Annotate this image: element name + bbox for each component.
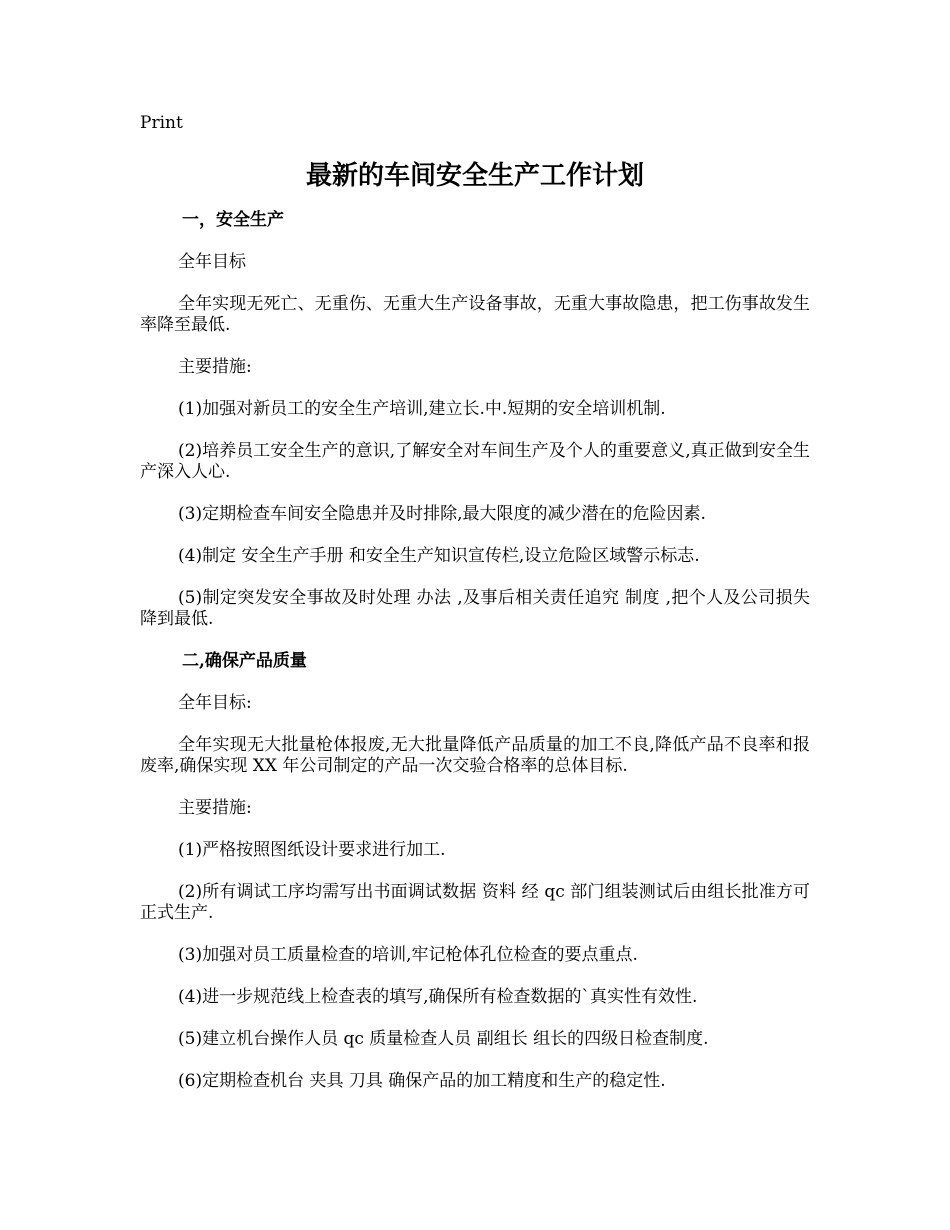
measure-item: (4)进一步规范线上检查表的填写,确保所有检查数据的`真实性有效性. (178, 987, 698, 1007)
goal-label: 全年目标: (178, 693, 252, 713)
measure-item: (5)制定突发安全事故及时处理 办法 ,及事后相关责任追究 制度 ,把个人及公司损失降到最低. (140, 588, 810, 629)
goal-text: 全年实现无死亡、无重伤、无重大生产设备事故，无重大事故隐患，把工伤事故发生率降至最低. (140, 294, 810, 335)
print-label: Print (140, 113, 183, 133)
document-title: 最新的车间安全生产工作计划 (305, 161, 644, 191)
measure-item: (2)所有调试工序均需写出书面调试数据 资料 经 qc 部门组装测试后由组长批准方可正式生产. (140, 882, 810, 923)
measure-item: (3)加强对员工质量检查的培训,牢记枪体孔位检查的要点重点. (178, 945, 638, 965)
measure-item: (1)严格按照图纸设计要求进行加工. (178, 840, 446, 860)
measure-item: (1)加强对新员工的安全生产培训,建立长.中.短期的安全培训机制. (178, 399, 666, 419)
goal-text: 全年实现无大批量枪体报废,无大批量降低产品质量的加工不良,降低产品不良率和报废率,确保实现 XX 年公司制定的产品一次交验合格率的总体目标. (140, 735, 810, 776)
measure-item: (4)制定 安全生产手册 和安全生产知识宣传栏,设立危险区域警示标志. (178, 546, 700, 566)
document-body (140, 210, 810, 1092)
measure-item: (2)培养员工安全生产的意识,了解安全对车间生产及个人的重要意义,真正做到安全生产深入人心. (140, 441, 810, 482)
measure-item: (6)定期检查机台 夹具 刀具 确保产品的加工精度和生产的稳定性. (178, 1071, 666, 1091)
goal-label: 全年目标 (178, 252, 246, 272)
measure-item: (5)建立机台操作人员 qc 质量检查人员 副组长 组长的四级日检查制度. (178, 1029, 709, 1049)
measure-item: (3)定期检查车间安全隐患并及时排除,最大限度的减少潜在的危险因素. (178, 504, 706, 524)
measures-label: 主要措施: (178, 798, 252, 818)
section-heading-safety: 一，安全生产 (182, 210, 284, 230)
measures-label: 主要措施: (178, 357, 252, 377)
section-heading-quality: 二,确保产品质量 (182, 651, 307, 671)
